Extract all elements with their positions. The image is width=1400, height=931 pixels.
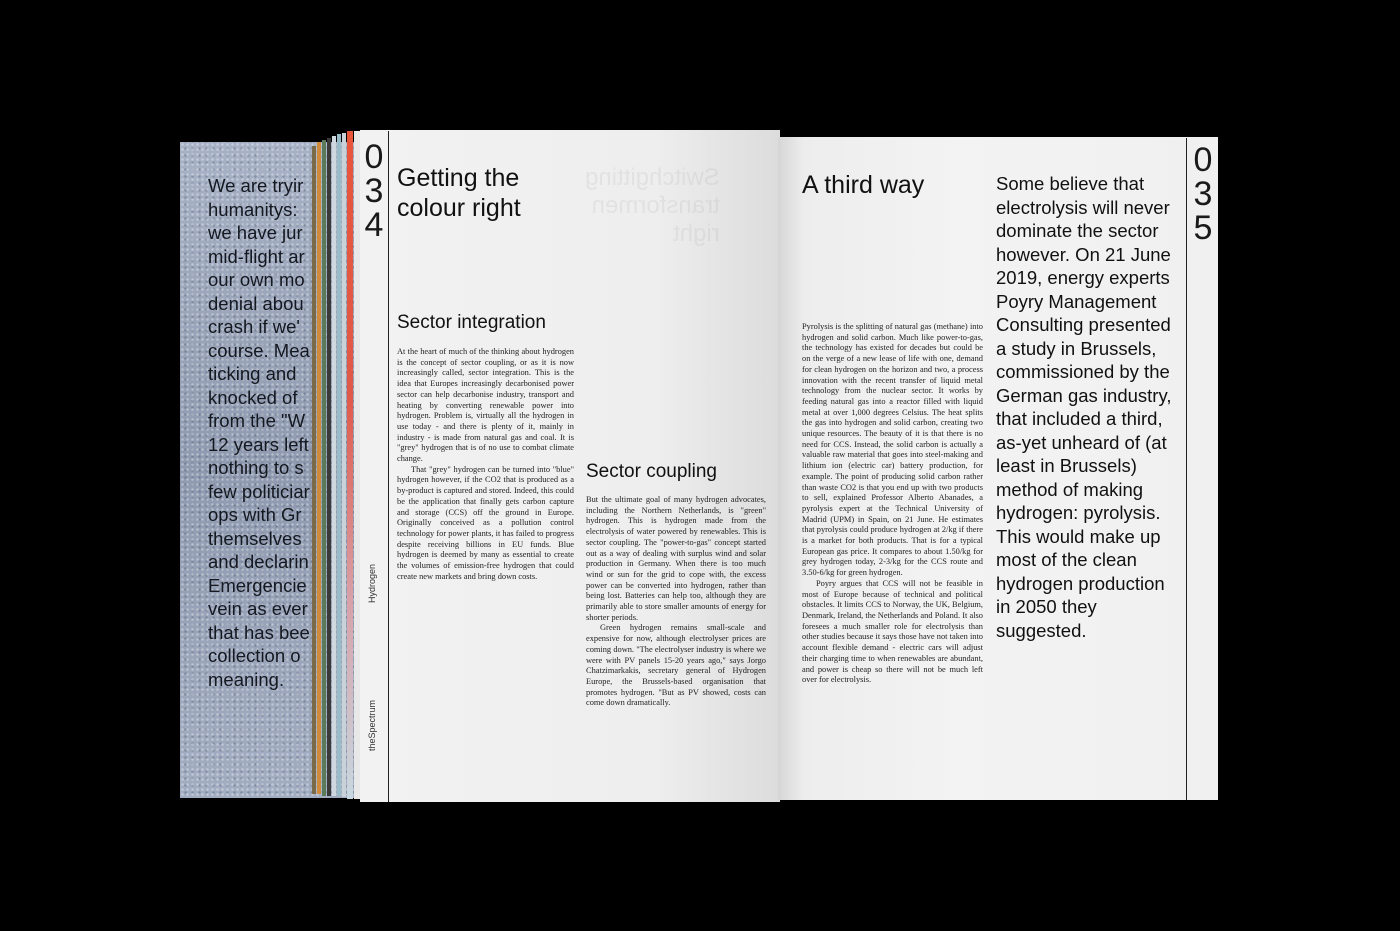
show-through-text: Switchgitting transformen right (585, 164, 720, 247)
paragraph: But the ultimate goal of many hydrogen advocates, including the Northern Netherlands, is "green" hydrogen. This is hydrogen made from the electrolysis of water powered by renewables. This is sector coupling. The "power-to-gas" concept started out as a way of dealing with surplus wind and solar production in Germany. When there is too much wind or sun for the grid to cope with, the excess power can be converted into hydrogen, rather than being lost. Batteries can help too, although they are primarily able to store smaller amounts of energy for shorter periods. (586, 495, 766, 622)
page-edge (322, 140, 326, 796)
paragraph: At the heart of much of the thinking about hydrogen is the concept of sector coupling, or as it is now increasingly called, sector integration. This is the idea that Europes increasingly decarbonised power sector can help decarbonise industry, transport and heating by converting renewable power into hydrogen. Problem is, virtually all the hydrogen in use today - and there is plenty of it, mainly in industry - is made from natural gas and coal. It is "grey" hydrogen that is of no use to combat climate change. (397, 347, 574, 464)
page-number-035: 0 3 5 (1193, 141, 1213, 247)
brand-label: theSpectrum (367, 699, 377, 751)
right-page-rule (1186, 138, 1187, 800)
page-edge (312, 146, 316, 794)
pull-quote: Some believe that electrolysis will never dominate the sector however. On 21 June 2019, energy experts Poyry Management Consulting presented a study in Brussels, commissioned by the German gas industry, that included a third, as-yet unheard of (at least in Brussels) method of making hydrogen: pyrolysis. This would make up most of the clean hydrogen production in 2050 they suggested. (996, 173, 1172, 641)
page-number-034: 0 3 4 (364, 138, 384, 244)
page-edge (327, 138, 331, 796)
page-edge (347, 131, 353, 799)
section-label: Hydrogen (367, 563, 377, 603)
right-page-title: A third way (802, 171, 925, 199)
back-page-text: We are tryir humanitys: we have jur mid-flight ar our own mo denial abou crash if we' course. Mea ticking and knocked of from the "W 12 years left nothing to s few politiciar ops with Gr themselves and declarin Emergencie vein as ever that has bee collection o meaning. (208, 175, 310, 690)
paragraph: Pyrolysis is the splitting of natural gas (methane) into hydrogen and solid carbon. Much like power-to-gas, the technology has existed for decades but could be on the verge of a new lease of life with one, demand for clean hydrogen on the horizon and two, a process innovation with the recent transfer of liquid metal technology from the nuclear sector. It works by feeding natural gas into a reactor filled with liquid metal at over 1,000 degrees Celsius. The heat splits the gas into hydrogen and solid carbon, creating two unique resources. The beauty of it is that there is no need for CCS. Instead, the solid carbon is actually a valuable raw material that goes into steel-making and lithium ion (electric car) battery production, for example. The point of producing solid carbon rather than waste CO2 is that you end up with two products to sell, explained Professor Alberto Abanades, a pyrolysis expert at the Technical University of Madrid (UPM) in Spain, on 21 June. He estimates that pyrolysis could produce hydrogen at 2/kg if there is a market for both products. That is for a typical European gas price. It compares to about 1.50/kg for grey hydrogen today, 2-3/kg for the CCS route and 3.50-6/kg for green hydrogen. (802, 322, 983, 578)
subhead-sector-integration: Sector integration (397, 312, 546, 333)
paragraph: That "grey" hydrogen can be turned into "blue" hydrogen however, if the CO2 that is produced as a by-product is captured and stored. Indeed, this could be the application that finally gets carbon capture and storage (CCS) off the ground in Europe. Originally conceived as a pollution control technology for power plants, it has failed to progress despite receiving billions in EU funds. Blue hydrogen is deemed by many as essential to create the volumes of emission-free hydrogen that could create new markets and bring down costs. (397, 464, 574, 581)
left-page-title: Getting the colour right (397, 164, 521, 222)
right-column-body (802, 322, 983, 686)
page-edge (332, 136, 336, 796)
left-column-1-body (397, 347, 574, 582)
left-page-rule (388, 131, 389, 802)
paragraph: Poyry argues that CCS will not be feasible in most of Europe because of technical and political obstacles. It limits CCS to Norway, the UK, Belgium, Denmark, Ireland, the Netherlands and Poland. It also foresees a much smaller role for electrolysis than other studies because it says those have not taken into account flexible demand - electric cars will adjust their charging time to when renewables are abundant, and power is cheap so there will not be much left over for electrolysis. (802, 578, 983, 685)
subhead-sector-coupling: Sector coupling (586, 461, 717, 482)
page-edge (342, 133, 346, 797)
page-edge (337, 134, 341, 796)
left-column-2-body (586, 495, 766, 709)
page-edge (317, 142, 321, 794)
paragraph: Green hydrogen remains small-scale and expensive for now, although electrolyser prices are coming down. "The electrolyser industry is where we were with PV panels 15-20 years ago," says Jorgo Chatzimarkakis, secretary general of Hydrogen Europe, the Brussels-based organisation that promotes hydrogen. "But as PV showed, costs can come down dramatically. (586, 623, 766, 708)
